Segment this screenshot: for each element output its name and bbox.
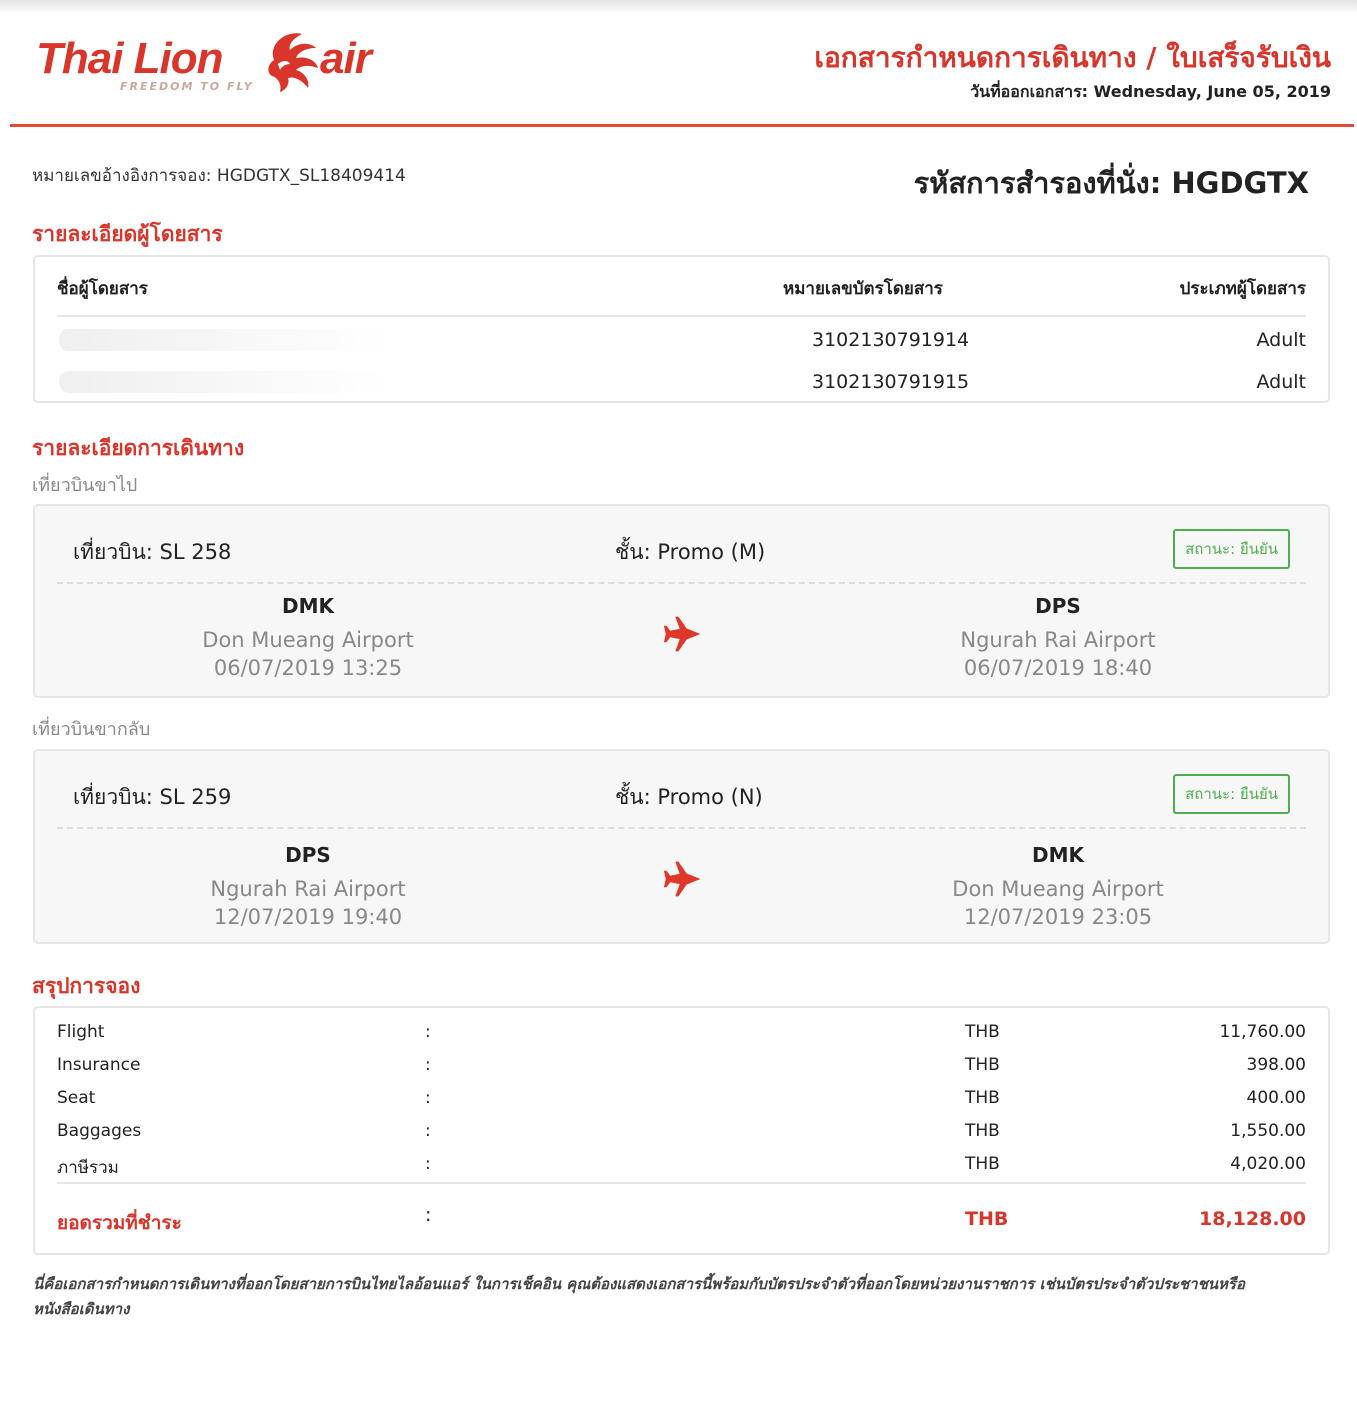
summary-colon: : xyxy=(425,1088,431,1108)
arrival-info xyxy=(898,594,1218,682)
summary-amount: 400.00 xyxy=(1246,1088,1306,1108)
summary-colon: : xyxy=(425,1121,431,1141)
booking-reference-value: HGDGTX_SL18409414 xyxy=(216,166,406,186)
passenger-type: Adult xyxy=(1256,329,1306,351)
col-passenger-name: ชื่อผู้โดยสาร xyxy=(57,279,148,299)
airplane-icon xyxy=(661,857,705,901)
col-passenger-type: ประเภทผู้โดยสาร xyxy=(1179,279,1306,299)
airplane-icon xyxy=(661,612,705,656)
arrival-datetime: 06/07/2019 18:40 xyxy=(963,656,1153,680)
pnr-value: HGDGTX xyxy=(1171,166,1309,200)
summary-label: ภาษีรวม xyxy=(57,1158,119,1178)
summary-row xyxy=(35,1121,1328,1145)
departure-datetime: 06/07/2019 13:25 xyxy=(213,656,403,680)
table-header-divider xyxy=(57,315,1306,317)
document-footnote: นี่คือเอกสารกำหนดการเดินทางที่ออกโดยสายการบินไทยไลอ้อนแอร์ ในการเช็คอิน คุณต้องแสดงเอกสารนี้พร้อมกับบัตรประจำตัวที่ออกโดยหน่วยงานราชการ เช่นบัตรประจำตัวประชาชนหรือหนังสือเดินทาง xyxy=(33,1275,1245,1318)
total-currency: THB xyxy=(965,1208,1009,1230)
departure-info xyxy=(148,594,468,682)
summary-currency: THB xyxy=(965,1121,1000,1141)
summary-label: Insurance xyxy=(57,1055,141,1075)
summary-row xyxy=(35,1022,1328,1046)
summary-label: Seat xyxy=(57,1088,96,1108)
header-divider xyxy=(10,124,1354,127)
summary-row xyxy=(35,1088,1328,1112)
ticket-number: 3102130791914 xyxy=(812,329,970,351)
departure-code: DPS xyxy=(285,843,331,867)
total-label: ยอดรวมที่ชำระ xyxy=(57,1212,182,1234)
fare-class: ชั้น: Promo (M) xyxy=(615,540,766,564)
summary-colon: : xyxy=(425,1055,431,1075)
lion-head-icon xyxy=(264,30,320,92)
issue-date-value: Wednesday, June 05, 2019 xyxy=(1093,82,1331,101)
passenger-type: Adult xyxy=(1256,371,1306,393)
col-ticket-number: หมายเลขบัตรโดยสาร xyxy=(783,279,943,299)
issue-date-label: วันที่ออกเอกสาร: xyxy=(970,82,1089,101)
seat-reservation-code xyxy=(914,160,1309,206)
summary-amount: 11,760.00 xyxy=(1219,1022,1306,1042)
passenger-table xyxy=(33,255,1330,403)
status-badge: สถานะ: ยืนยัน xyxy=(1173,774,1290,814)
summary-colon: : xyxy=(425,1022,431,1042)
summary-section-title: สรุปการจอง xyxy=(32,974,141,998)
departure-info xyxy=(148,843,468,931)
summary-amount: 4,020.00 xyxy=(1230,1154,1306,1174)
departure-airport: Ngurah Rai Airport xyxy=(210,877,406,901)
logo-text-air: air xyxy=(320,34,371,83)
redacted-passenger-name xyxy=(59,371,389,393)
summary-currency: THB xyxy=(965,1088,1000,1108)
summary-amount: 398.00 xyxy=(1246,1055,1306,1075)
arrival-airport: Ngurah Rai Airport xyxy=(960,628,1156,652)
summary-label: Baggages xyxy=(57,1121,142,1141)
thai-lion-air-logo xyxy=(36,30,396,100)
ticket-number: 3102130791915 xyxy=(812,371,970,393)
itinerary-section-title: รายละเอียดการเดินทาง xyxy=(32,436,245,460)
dashed-divider xyxy=(57,582,1306,584)
outbound-flight-card xyxy=(33,504,1330,698)
document-title: เอกสารกำหนดการเดินทาง / ใบเสร็จรับเงิน xyxy=(814,41,1331,74)
arrival-info xyxy=(898,843,1218,931)
flight-number: เที่ยวบิน: SL 259 xyxy=(73,785,232,809)
departure-datetime: 12/07/2019 19:40 xyxy=(213,905,403,929)
pnr-label: รหัสการสำรองที่นั่ง: xyxy=(913,166,1162,200)
arrival-code: DPS xyxy=(1035,594,1081,618)
summary-label: Flight xyxy=(57,1022,105,1042)
dashed-divider xyxy=(57,827,1306,829)
booking-reference xyxy=(32,162,406,189)
return-flight-heading: เที่ยวบินขากลับ xyxy=(32,719,151,740)
total-amount: 18,128.00 xyxy=(1199,1208,1306,1230)
arrival-code: DMK xyxy=(1031,843,1084,867)
summary-currency: THB xyxy=(965,1022,1000,1042)
outbound-flight-heading: เที่ยวบินขาไป xyxy=(32,475,138,496)
total-paid-row xyxy=(35,1204,1328,1234)
summary-row xyxy=(35,1055,1328,1079)
booking-reference-label: หมายเลขอ้างอิงการจอง: xyxy=(32,166,212,186)
departure-airport: Don Mueang Airport xyxy=(202,628,414,652)
return-flight-card xyxy=(33,749,1330,944)
summary-colon: : xyxy=(425,1154,431,1174)
logo-text: Thai Lion xyxy=(36,34,223,83)
summary-divider xyxy=(57,1182,1306,1184)
summary-amount: 1,550.00 xyxy=(1230,1121,1306,1141)
logo-tagline: FREEDOM TO FLY xyxy=(120,80,254,93)
passenger-section-title: รายละเอียดผู้โดยสาร xyxy=(32,222,223,246)
summary-currency: THB xyxy=(965,1055,1000,1075)
status-badge: สถานะ: ยืนยัน xyxy=(1173,529,1290,569)
flight-number: เที่ยวบิน: SL 258 xyxy=(73,540,232,564)
issue-date-line xyxy=(970,80,1331,105)
page-top-shadow xyxy=(0,0,1357,14)
redacted-passenger-name xyxy=(59,329,389,351)
fare-class: ชั้น: Promo (N) xyxy=(615,785,763,809)
arrival-datetime: 12/07/2019 23:05 xyxy=(963,905,1153,929)
arrival-airport: Don Mueang Airport xyxy=(952,877,1164,901)
departure-code: DMK xyxy=(281,594,334,618)
summary-row xyxy=(35,1154,1328,1178)
payment-summary xyxy=(33,1006,1330,1255)
summary-currency: THB xyxy=(965,1154,1000,1174)
summary-colon: : xyxy=(425,1204,432,1226)
